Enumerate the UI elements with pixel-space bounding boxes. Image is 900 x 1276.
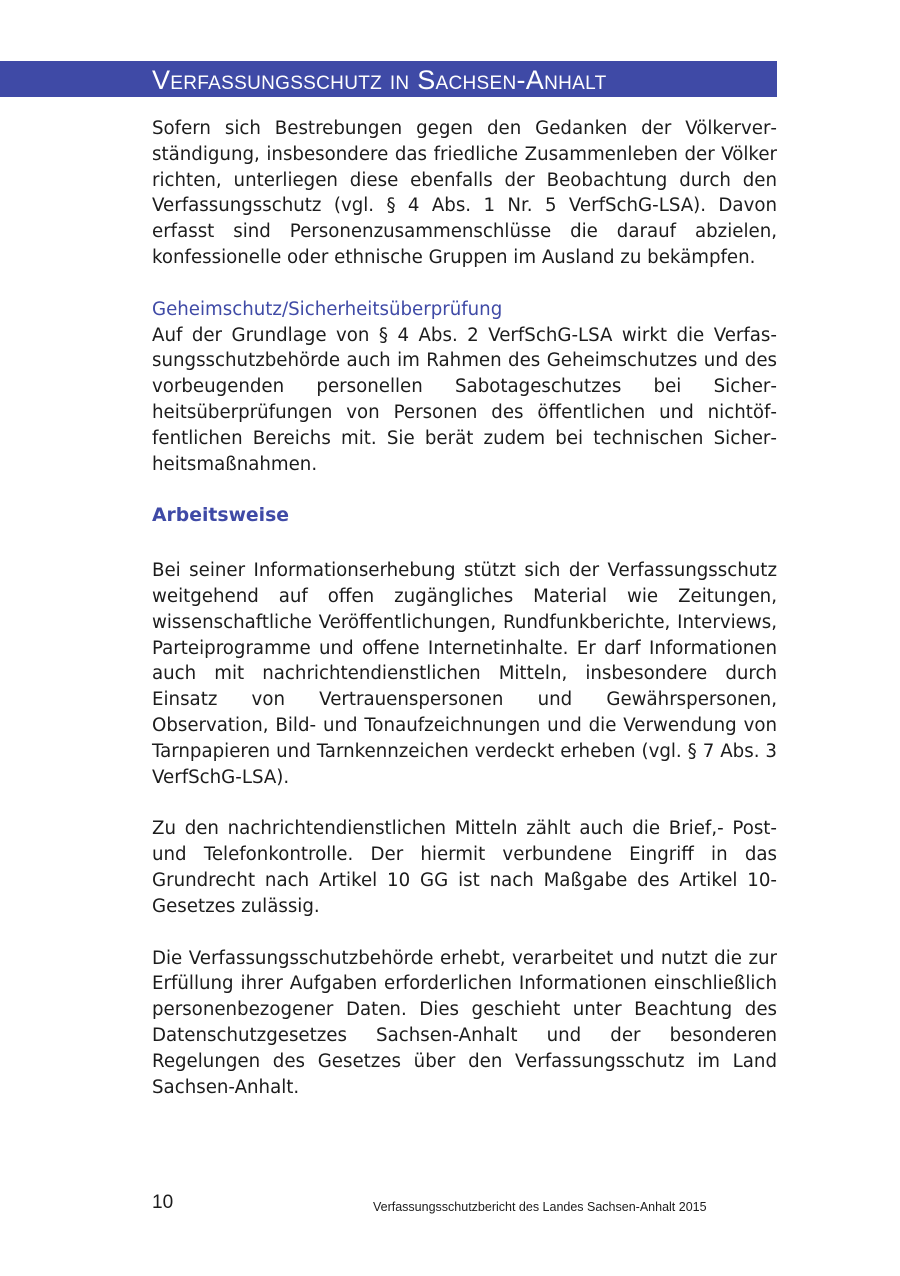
arbeitsweise-paragraph-3: Die Verfassungsschutzbehörde erhebt, verarbeitet und nutzt die zur Erfüllung ihrer Aufgaben erforderlichen Informationen einschließlich personenbezogener Daten. Dies geschieht unter Beachtung des Datenschutzgesetzes Sachsen-Anhalt und der besonderen Regelungen des Gesetzes über den Verfassungsschutz im Land Sachsen-Anhalt.	[152, 947, 777, 1098]
intro-paragraph: Sofern sich Bestrebungen gegen den Gedanken der Völkerverständigung, insbesondere das friedliche Zusammenleben der Völker richten, unterliegen diese ebenfalls der Beobachtung durch den Verfassungsschutz (vgl. § 4 Abs. 1 Nr. 5 VerfSchG-LSA). Davon erfasst sind Personenzusammenschlüsse die darauf abzielen, konfessionelle oder ethnische Gruppen im Ausland zu bekämpfen.	[152, 118, 777, 268]
arbeitsweise-heading: Arbeitsweise	[152, 505, 290, 527]
page-number: 10	[152, 1192, 174, 1213]
arbeitsweise-paragraph-2: Zu den nachrichtendienstlichen Mitteln zählt auch die Brief,- Post- und Telefonkontrolle. Der hiermit verbundene Eingriff in das Grundrecht nach Artikel 10 GG ist nach Maßgabe des Artikel 10-Gesetzes zulässig.	[152, 818, 777, 917]
arbeitsweise-paragraph-1: Bei seiner Informationserhebung stützt sich der Verfassungsschutz weitgehend auf offen zugängliches Material wie Zeitungen, wissenschaftliche Veröffentlichungen, Rundfunkberichte, Interviews, Parteiprogramme und offene Internetinhalte. Er darf Informationen auch mit nachrichtendienstlichen Mitteln, insbesondere durch Einsatz von Vertrauenspersonen und Gewährspersonen, Observation, Bild- und Tonaufzeichnungen und die Verwendung von Tarnpapieren und Tarnkennzeichen verdeckt erheben (vgl. § 7 Abs. 3 VerfSchG-LSA).	[152, 560, 777, 788]
geheimschutz-paragraph: Auf der Grundlage von § 4 Abs. 2 VerfSchG-LSA wirkt die Verfassungsschutzbehörde auch im Rahmen des Geheimschutzes und des vorbeugenden personellen Sabotageschutzes bei Sicherheitsüberprüfungen von Personen des öffentlichen und nichtöffentlichen Bereichs mit. Sie berät zudem bei technischen Sicherheitsmaßnahmen.	[152, 324, 777, 475]
chapter-title: Verfassungsschutz in Sachsen-Anhalt	[152, 65, 607, 95]
page-content	[152, 116, 777, 1100]
geheimschutz-heading: Geheimschutz/Sicherheitsüberprüfung	[152, 298, 503, 320]
footer-publication-title: Verfassungsschutzbericht des Landes Sachsen-Anhalt 2015	[373, 1200, 707, 1214]
